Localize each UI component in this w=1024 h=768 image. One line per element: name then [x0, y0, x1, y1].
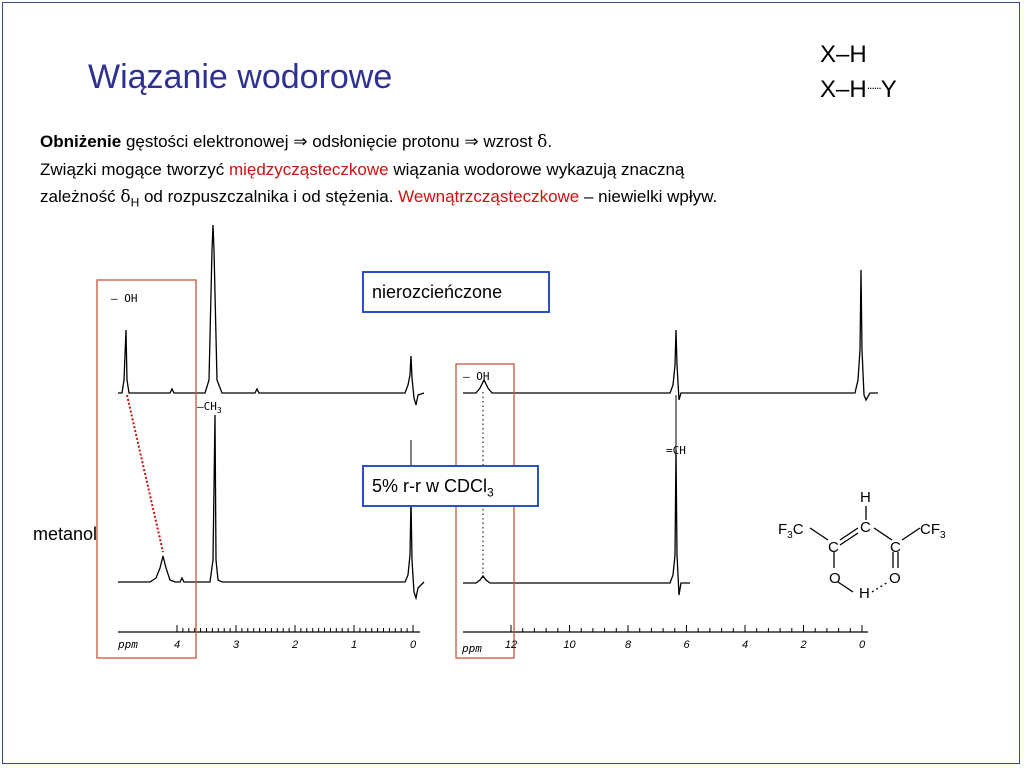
subscript-h: H	[130, 195, 140, 210]
text-segment: .	[547, 132, 553, 151]
right-axis-tick-label: 8	[624, 639, 632, 651]
carbon-center: C	[860, 519, 871, 536]
highlight-term: Wewnątrzcząsteczkowe	[398, 187, 580, 206]
ch3-text: –CH	[197, 400, 217, 413]
ppm-label-left: ppm	[118, 638, 138, 651]
oxygen-left: O	[829, 570, 841, 587]
hbond	[872, 582, 888, 592]
left-axis-tick-label: 0	[409, 639, 417, 651]
right-axis-tick-label: 0	[858, 639, 866, 651]
hfacac-oh-frame	[456, 364, 514, 658]
cf3-sub: 3	[940, 530, 946, 541]
cf3-group	[920, 521, 946, 541]
f3c-f: F	[778, 521, 788, 538]
right-axis-tick-label: 12	[504, 639, 518, 651]
left-axis-tick-label: 1	[350, 639, 358, 651]
text-segment: zależność	[40, 187, 121, 206]
xh-dots: ......	[866, 78, 881, 92]
oh-label-right: – OH	[463, 370, 490, 383]
left-axis-tick-label: 4	[173, 639, 181, 651]
carbon-right: C	[890, 539, 901, 556]
text-segment: Związki mogące tworzyć	[40, 160, 229, 179]
f3c-c: C	[792, 521, 804, 538]
oh-shift-line	[127, 395, 163, 552]
delta-symbol: δ	[120, 187, 131, 207]
methanol-label: metanol	[33, 524, 98, 544]
solution-label	[362, 465, 539, 507]
left-axis-tick-label: 2	[291, 639, 299, 651]
right-axis-tick-label: 6	[683, 639, 690, 651]
implies-arrow: ⇒	[464, 132, 479, 151]
cf3-cf: CF	[920, 521, 940, 538]
f3c-group	[778, 521, 804, 541]
bond	[902, 528, 920, 540]
right-axis-tick-label: 4	[741, 639, 749, 651]
hydrogen-top: H	[860, 489, 871, 506]
oxygen-right: O	[889, 570, 901, 587]
undiluted-label: nierozcieńczone	[362, 271, 550, 313]
oh-label-left: – OH	[111, 292, 138, 305]
f3c-sub: 3	[787, 530, 793, 541]
solution-subscript: 3	[487, 485, 494, 500]
ppm-label-right: ppm	[462, 642, 482, 655]
methanol-oh-frame	[97, 280, 196, 658]
xh-line-2-b: Y	[880, 76, 897, 103]
methanol-neat-trace	[118, 225, 424, 405]
xh-line-1: X–H	[820, 41, 867, 68]
bond	[810, 528, 828, 540]
bond	[840, 533, 858, 545]
ch3-subscript: 3	[216, 406, 222, 415]
text-segment: od rozpuszczalnika i od stężenia.	[139, 187, 399, 206]
implies-arrow: ⇒	[293, 132, 308, 151]
text-segment: wiązania wodorowe wykazują znaczną	[388, 160, 685, 179]
ch3-label	[197, 400, 222, 415]
xh-line-2-a: X–H	[820, 76, 867, 103]
text-segment: wzrost	[478, 132, 538, 151]
right-axis-tick-label: 10	[563, 639, 576, 651]
slide-title: Wiązanie wodorowe	[88, 58, 393, 96]
solution-text: 5% r-r w CDCl	[372, 476, 487, 496]
text-segment: gęstości elektronowej	[121, 132, 294, 151]
bond	[840, 528, 858, 540]
ch-label: =CH	[666, 444, 686, 457]
text-segment: odsłonięcie protonu	[307, 132, 465, 151]
right-axis-tick-label: 2	[800, 639, 807, 651]
left-axis-tick-label: 3	[232, 639, 240, 651]
carbon-left: C	[828, 539, 839, 556]
text-segment: – niewielki wpływ.	[579, 187, 718, 206]
delta-symbol: δ	[537, 132, 548, 152]
hydrogen-bonded: H	[859, 585, 870, 602]
bold-term: Obniżenie	[40, 132, 122, 151]
highlight-term: międzycząsteczkowe	[228, 160, 389, 179]
